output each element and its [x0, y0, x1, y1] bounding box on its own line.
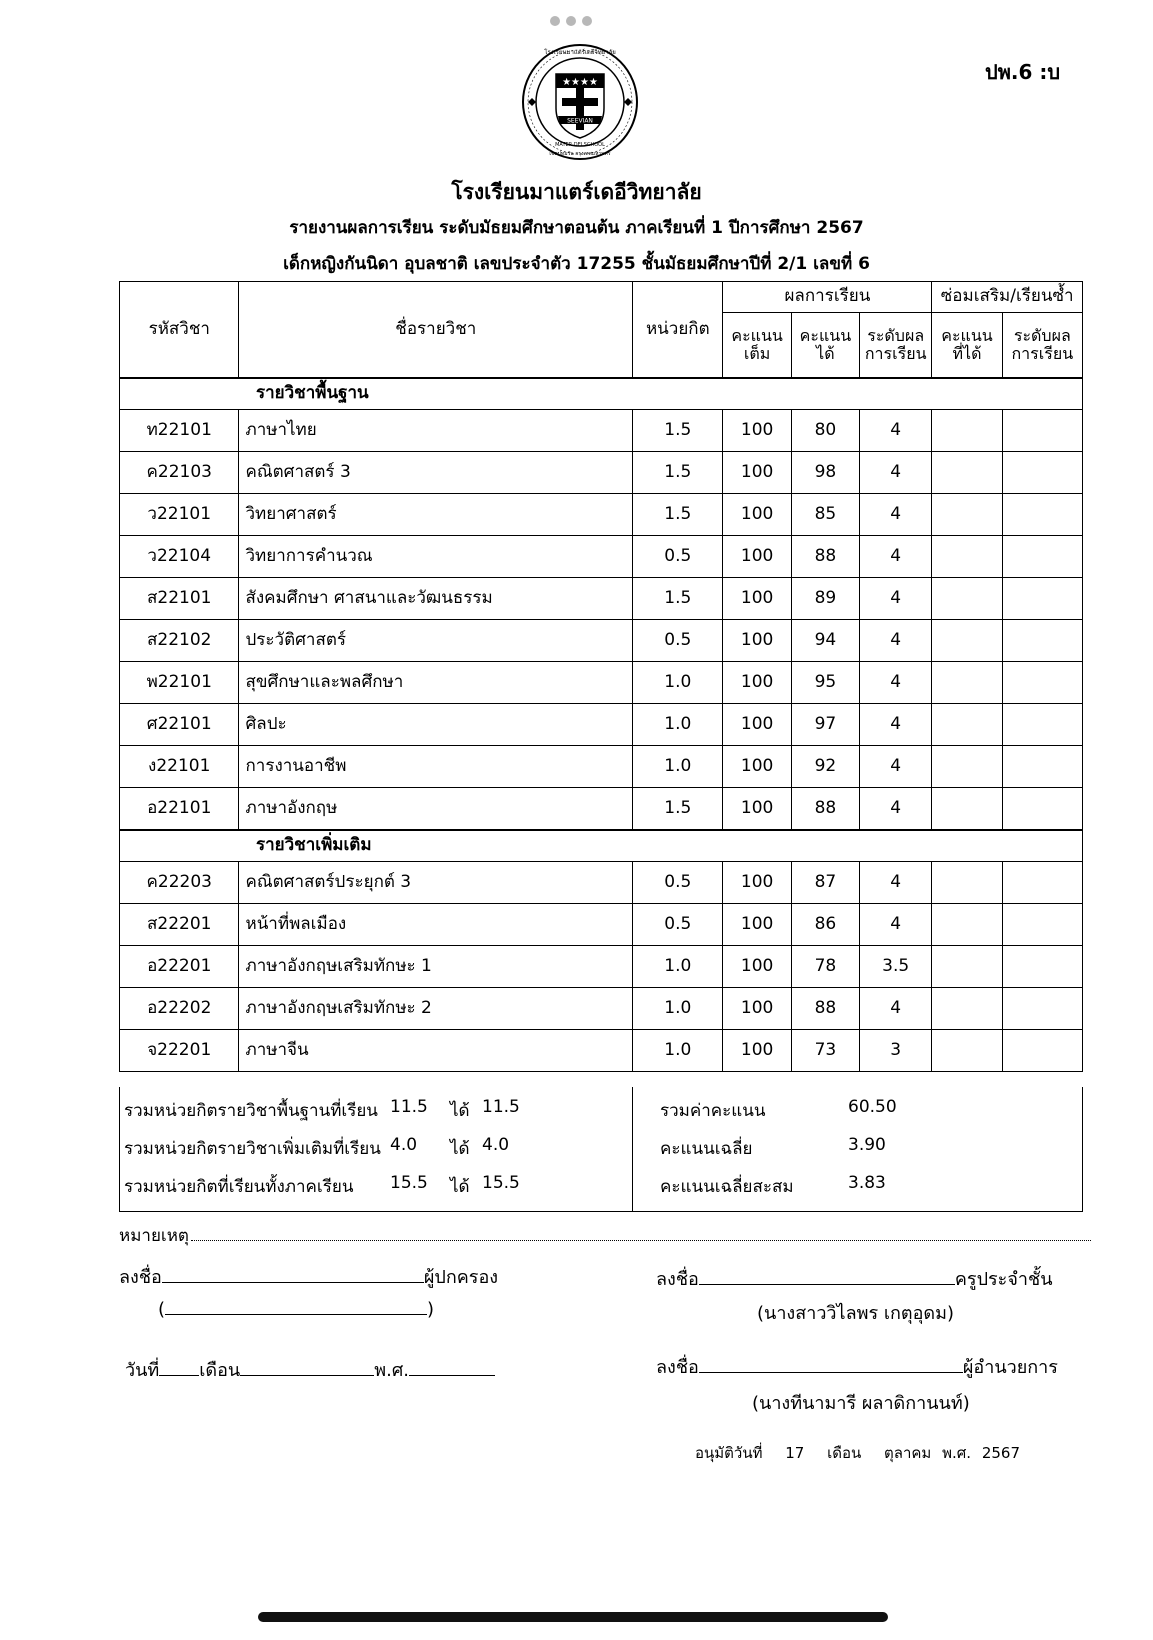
remedial-grade-cell: [1002, 452, 1082, 494]
logo-motto: MATER DEI SCHOOL: [555, 142, 605, 148]
grades-table: [119, 281, 1083, 1072]
section-header: [120, 830, 1083, 862]
table-row: [120, 704, 1083, 746]
grade-cell: 3.5: [860, 946, 932, 988]
school-seal-logo: [520, 42, 640, 162]
table-row: [120, 1030, 1083, 1072]
subject-code: ค22103: [120, 452, 239, 494]
credit-cell: 1.5: [633, 452, 723, 494]
credit-cell: 1.5: [633, 494, 723, 536]
school-name: โรงเรียนมาแตร์เดอีวิทยาลัย: [451, 180, 702, 204]
score-cell: 86: [791, 904, 859, 946]
subject-name: ภาษาอังกฤษเสริมทักษะ 1: [239, 946, 633, 988]
table-row: [120, 620, 1083, 662]
table-row: [120, 946, 1083, 988]
summary-label: รวมหน่วยกิตรายวิชาพื้นฐานที่เรียน: [124, 1101, 378, 1121]
remedial-score-cell: [932, 452, 1002, 494]
remedial-score-cell: [932, 946, 1002, 988]
remedial-score-cell: [932, 536, 1002, 578]
grade-cell: 4: [860, 662, 932, 704]
header-name: ชื่อรายวิชา: [239, 282, 633, 379]
score-cell: 97: [791, 704, 859, 746]
remedial-score-cell: [932, 494, 1002, 536]
director-role: ผู้อำนวยการ: [962, 1357, 1058, 1378]
header-code: รหัสวิชา: [120, 282, 239, 379]
student-info: เด็กหญิงกันนิดา อุบลชาติ เลขประจำตัว 17255 ชั้นมัธยมศึกษาปีที่ 2/1 เลขที่ 6: [283, 254, 870, 274]
summary-right-value: 3.83: [848, 1173, 886, 1193]
report-title: รายงานผลการเรียน ระดับมัธยมศึกษาตอนต้น ภาคเรียนที่ 1 ปีการศึกษา 2567: [289, 218, 864, 238]
parent-signature: ลงชื่อ ผู้ปกครอง: [119, 1262, 498, 1291]
table-row: [120, 452, 1083, 494]
remedial-grade-cell: [1002, 662, 1082, 704]
full-score-cell: 100: [723, 410, 791, 452]
summary-got-label: ได้: [450, 1177, 470, 1197]
summary-right-value: 3.90: [848, 1135, 886, 1155]
full-score-cell: 100: [723, 494, 791, 536]
full-score-cell: 100: [723, 452, 791, 494]
subject-code: ท22101: [120, 410, 239, 452]
remedial-score-cell: [932, 904, 1002, 946]
subject-name: ศิลปะ: [239, 704, 633, 746]
grade-cell: 4: [860, 746, 932, 788]
summary-got: 4.0: [482, 1135, 510, 1155]
remedial-grade-cell: [1002, 988, 1082, 1030]
header-remedial-grade: ระดับผล การเรียน: [1002, 313, 1082, 379]
summary-label: รวมหน่วยกิตที่เรียนทั้งภาคเรียน: [124, 1177, 354, 1197]
subject-name: ภาษาอังกฤษเสริมทักษะ 2: [239, 988, 633, 1030]
subject-code: ศ22101: [120, 704, 239, 746]
full-score-cell: 100: [723, 988, 791, 1030]
subject-code: อ22101: [120, 788, 239, 831]
grade-cell: 4: [860, 904, 932, 946]
subject-code: ว22104: [120, 536, 239, 578]
logo-ring-text: โรงเรียนมาแตร์เดอีวิทยาลัย: [544, 49, 616, 56]
subject-name: การงานอาชีพ: [239, 746, 633, 788]
full-score-cell: 100: [723, 862, 791, 904]
score-cell: 80: [791, 410, 859, 452]
summary-row: [120, 1097, 1082, 1127]
full-score-cell: 100: [723, 620, 791, 662]
note-label: หมายเหตุ: [119, 1226, 189, 1246]
table-row: [120, 904, 1083, 946]
page-indicator-dots: [550, 16, 592, 26]
full-score-cell: 100: [723, 788, 791, 831]
remedial-grade-cell: [1002, 536, 1082, 578]
credit-cell: 1.5: [633, 578, 723, 620]
remedial-score-cell: [932, 1030, 1002, 1072]
subject-name: ภาษาอังกฤษ: [239, 788, 633, 831]
summary-credit: 4.0: [390, 1135, 418, 1155]
score-cell: 89: [791, 578, 859, 620]
table-row: [120, 862, 1083, 904]
remedial-grade-cell: [1002, 494, 1082, 536]
full-score-cell: 100: [723, 578, 791, 620]
grade-cell: 4: [860, 620, 932, 662]
summary-got-label: ได้: [450, 1101, 470, 1121]
note-line: [119, 1222, 1091, 1249]
grade-cell: 4: [860, 988, 932, 1030]
subject-name: คณิตศาสตร์ประยุกต์ 3: [239, 862, 633, 904]
grade-cell: 4: [860, 410, 932, 452]
form-code: ปพ.6 :บ: [985, 60, 1061, 84]
summary-row: [120, 1173, 1082, 1203]
subject-code: ส22201: [120, 904, 239, 946]
subject-name: คณิตศาสตร์ 3: [239, 452, 633, 494]
summary-credit: 15.5: [390, 1173, 428, 1193]
table-row: [120, 410, 1083, 452]
header-credit: หน่วยกิต: [633, 282, 723, 379]
remedial-score-cell: [932, 988, 1002, 1030]
subject-name: วิทยาศาสตร์: [239, 494, 633, 536]
subject-code: ว22101: [120, 494, 239, 536]
credit-cell: 1.5: [633, 410, 723, 452]
summary-box: [119, 1087, 1083, 1212]
remedial-score-cell: [932, 620, 1002, 662]
remedial-score-cell: [932, 788, 1002, 831]
teacher-name: (นางสาววิไลพร เกตุอุดม): [757, 1303, 954, 1324]
grade-cell: 4: [860, 704, 932, 746]
summary-right-label: คะแนนเฉลี่ย: [660, 1139, 753, 1159]
remedial-grade-cell: [1002, 704, 1082, 746]
summary-label: รวมหน่วยกิตรายวิชาเพิ่มเติมที่เรียน: [124, 1139, 381, 1159]
score-cell: 87: [791, 862, 859, 904]
full-score-cell: 100: [723, 1030, 791, 1072]
credit-cell: 1.5: [633, 788, 723, 831]
credit-cell: 0.5: [633, 862, 723, 904]
remedial-score-cell: [932, 862, 1002, 904]
subject-code: ส22101: [120, 578, 239, 620]
grade-cell: 4: [860, 452, 932, 494]
section-title: รายวิชาเพิ่มเติม: [120, 830, 1083, 862]
full-score-cell: 100: [723, 662, 791, 704]
parent-name-blank: ( ): [158, 1296, 434, 1320]
remedial-grade-cell: [1002, 904, 1082, 946]
grade-cell: 3: [860, 1030, 932, 1072]
teacher-signature: ลงชื่อ ครูประจำชั้น: [656, 1264, 1053, 1293]
credit-cell: 1.0: [633, 1030, 723, 1072]
score-cell: 95: [791, 662, 859, 704]
grade-cell: 4: [860, 578, 932, 620]
table-row: [120, 988, 1083, 1030]
remedial-score-cell: [932, 578, 1002, 620]
table-row: [120, 662, 1083, 704]
full-score-cell: 100: [723, 746, 791, 788]
remedial-score-cell: [932, 662, 1002, 704]
logo-bottom-text: เขตปทุมวัน กรุงเทพมหานคร: [549, 151, 611, 157]
subject-name: ประวัติศาสตร์: [239, 620, 633, 662]
credit-cell: 1.0: [633, 704, 723, 746]
remedial-grade-cell: [1002, 746, 1082, 788]
score-cell: 98: [791, 452, 859, 494]
remedial-grade-cell: [1002, 788, 1082, 831]
summary-right-label: รวมค่าคะแนน: [660, 1101, 766, 1121]
summary-row: [120, 1135, 1082, 1165]
grade-cell: 4: [860, 788, 932, 831]
subject-code: พ22101: [120, 662, 239, 704]
table-row: [120, 536, 1083, 578]
home-indicator-bar[interactable]: [258, 1612, 888, 1622]
score-cell: 94: [791, 620, 859, 662]
grade-cell: 4: [860, 862, 932, 904]
table-row: [120, 788, 1083, 831]
full-score-cell: 100: [723, 904, 791, 946]
remedial-grade-cell: [1002, 1030, 1082, 1072]
section-header: [120, 378, 1083, 410]
credit-cell: 1.0: [633, 988, 723, 1030]
director-name: (นางทีนามารี ผลาดิกานนท์): [752, 1393, 970, 1414]
score-cell: 88: [791, 988, 859, 1030]
summary-got: 11.5: [482, 1097, 520, 1117]
subject-name: ภาษาจีน: [239, 1030, 633, 1072]
header-remedial-score: คะแนน ที่ได้: [932, 313, 1002, 379]
subject-name: สุขศึกษาและพลศึกษา: [239, 662, 633, 704]
remedial-grade-cell: [1002, 620, 1082, 662]
subject-name: วิทยาการคำนวณ: [239, 536, 633, 578]
full-score-cell: 100: [723, 704, 791, 746]
section-title: รายวิชาพื้นฐาน: [120, 378, 1083, 410]
remedial-grade-cell: [1002, 862, 1082, 904]
remedial-score-cell: [932, 746, 1002, 788]
remedial-grade-cell: [1002, 410, 1082, 452]
grade-cell: 4: [860, 536, 932, 578]
full-score-cell: 100: [723, 946, 791, 988]
remedial-score-cell: [932, 410, 1002, 452]
summary-got-label: ได้: [450, 1139, 470, 1159]
subject-code: ค22203: [120, 862, 239, 904]
score-cell: 88: [791, 536, 859, 578]
full-score-cell: 100: [723, 536, 791, 578]
subject-code: อ22202: [120, 988, 239, 1030]
header-grade: ระดับผล การเรียน: [860, 313, 932, 379]
table-row: [120, 746, 1083, 788]
credit-cell: 0.5: [633, 904, 723, 946]
credit-cell: 1.0: [633, 662, 723, 704]
header-remedial: ซ่อมเสริม/เรียนซ้ำ: [932, 282, 1083, 313]
credit-cell: 1.0: [633, 746, 723, 788]
summary-right-label: คะแนนเฉลี่ยสะสม: [660, 1177, 794, 1197]
summary-credit: 11.5: [390, 1097, 428, 1117]
score-cell: 78: [791, 946, 859, 988]
header-results: ผลการเรียน: [723, 282, 932, 313]
credit-cell: 1.0: [633, 946, 723, 988]
subject-code: ส22102: [120, 620, 239, 662]
score-cell: 88: [791, 788, 859, 831]
table-row: [120, 578, 1083, 620]
header-score: คะแนน ได้: [791, 313, 859, 379]
subject-name: หน้าที่พลเมือง: [239, 904, 633, 946]
approval-date: อนุมัติวันที่ 17 เดือน ตุลาคม พ.ศ. 2567: [695, 1444, 1021, 1462]
subject-name: สังคมศึกษา ศาสนาและวัฒนธรรม: [239, 578, 633, 620]
teacher-role: ครูประจำชั้น: [954, 1269, 1053, 1290]
subject-name: ภาษาไทย: [239, 410, 633, 452]
remedial-grade-cell: [1002, 946, 1082, 988]
summary-got: 15.5: [482, 1173, 520, 1193]
header-full-score: คะแนน เต็ม: [723, 313, 791, 379]
svg-text:★★★★: ★★★★: [562, 77, 598, 88]
summary-right-value: 60.50: [848, 1097, 897, 1117]
score-cell: 85: [791, 494, 859, 536]
grade-cell: 4: [860, 494, 932, 536]
subject-code: จ22201: [120, 1030, 239, 1072]
subject-code: ง22101: [120, 746, 239, 788]
credit-cell: 0.5: [633, 620, 723, 662]
remedial-grade-cell: [1002, 578, 1082, 620]
table-row: [120, 494, 1083, 536]
score-cell: 73: [791, 1030, 859, 1072]
logo-banner-text: SEEVIAN: [567, 117, 593, 125]
subject-code: อ22201: [120, 946, 239, 988]
director-signature: ลงชื่อ ผู้อำนวยการ: [656, 1352, 1058, 1381]
credit-cell: 0.5: [633, 536, 723, 578]
parent-role: ผู้ปกครอง: [423, 1267, 499, 1288]
date-fields: วันที่ เดือน พ.ศ.: [125, 1355, 495, 1384]
score-cell: 92: [791, 746, 859, 788]
remedial-score-cell: [932, 704, 1002, 746]
